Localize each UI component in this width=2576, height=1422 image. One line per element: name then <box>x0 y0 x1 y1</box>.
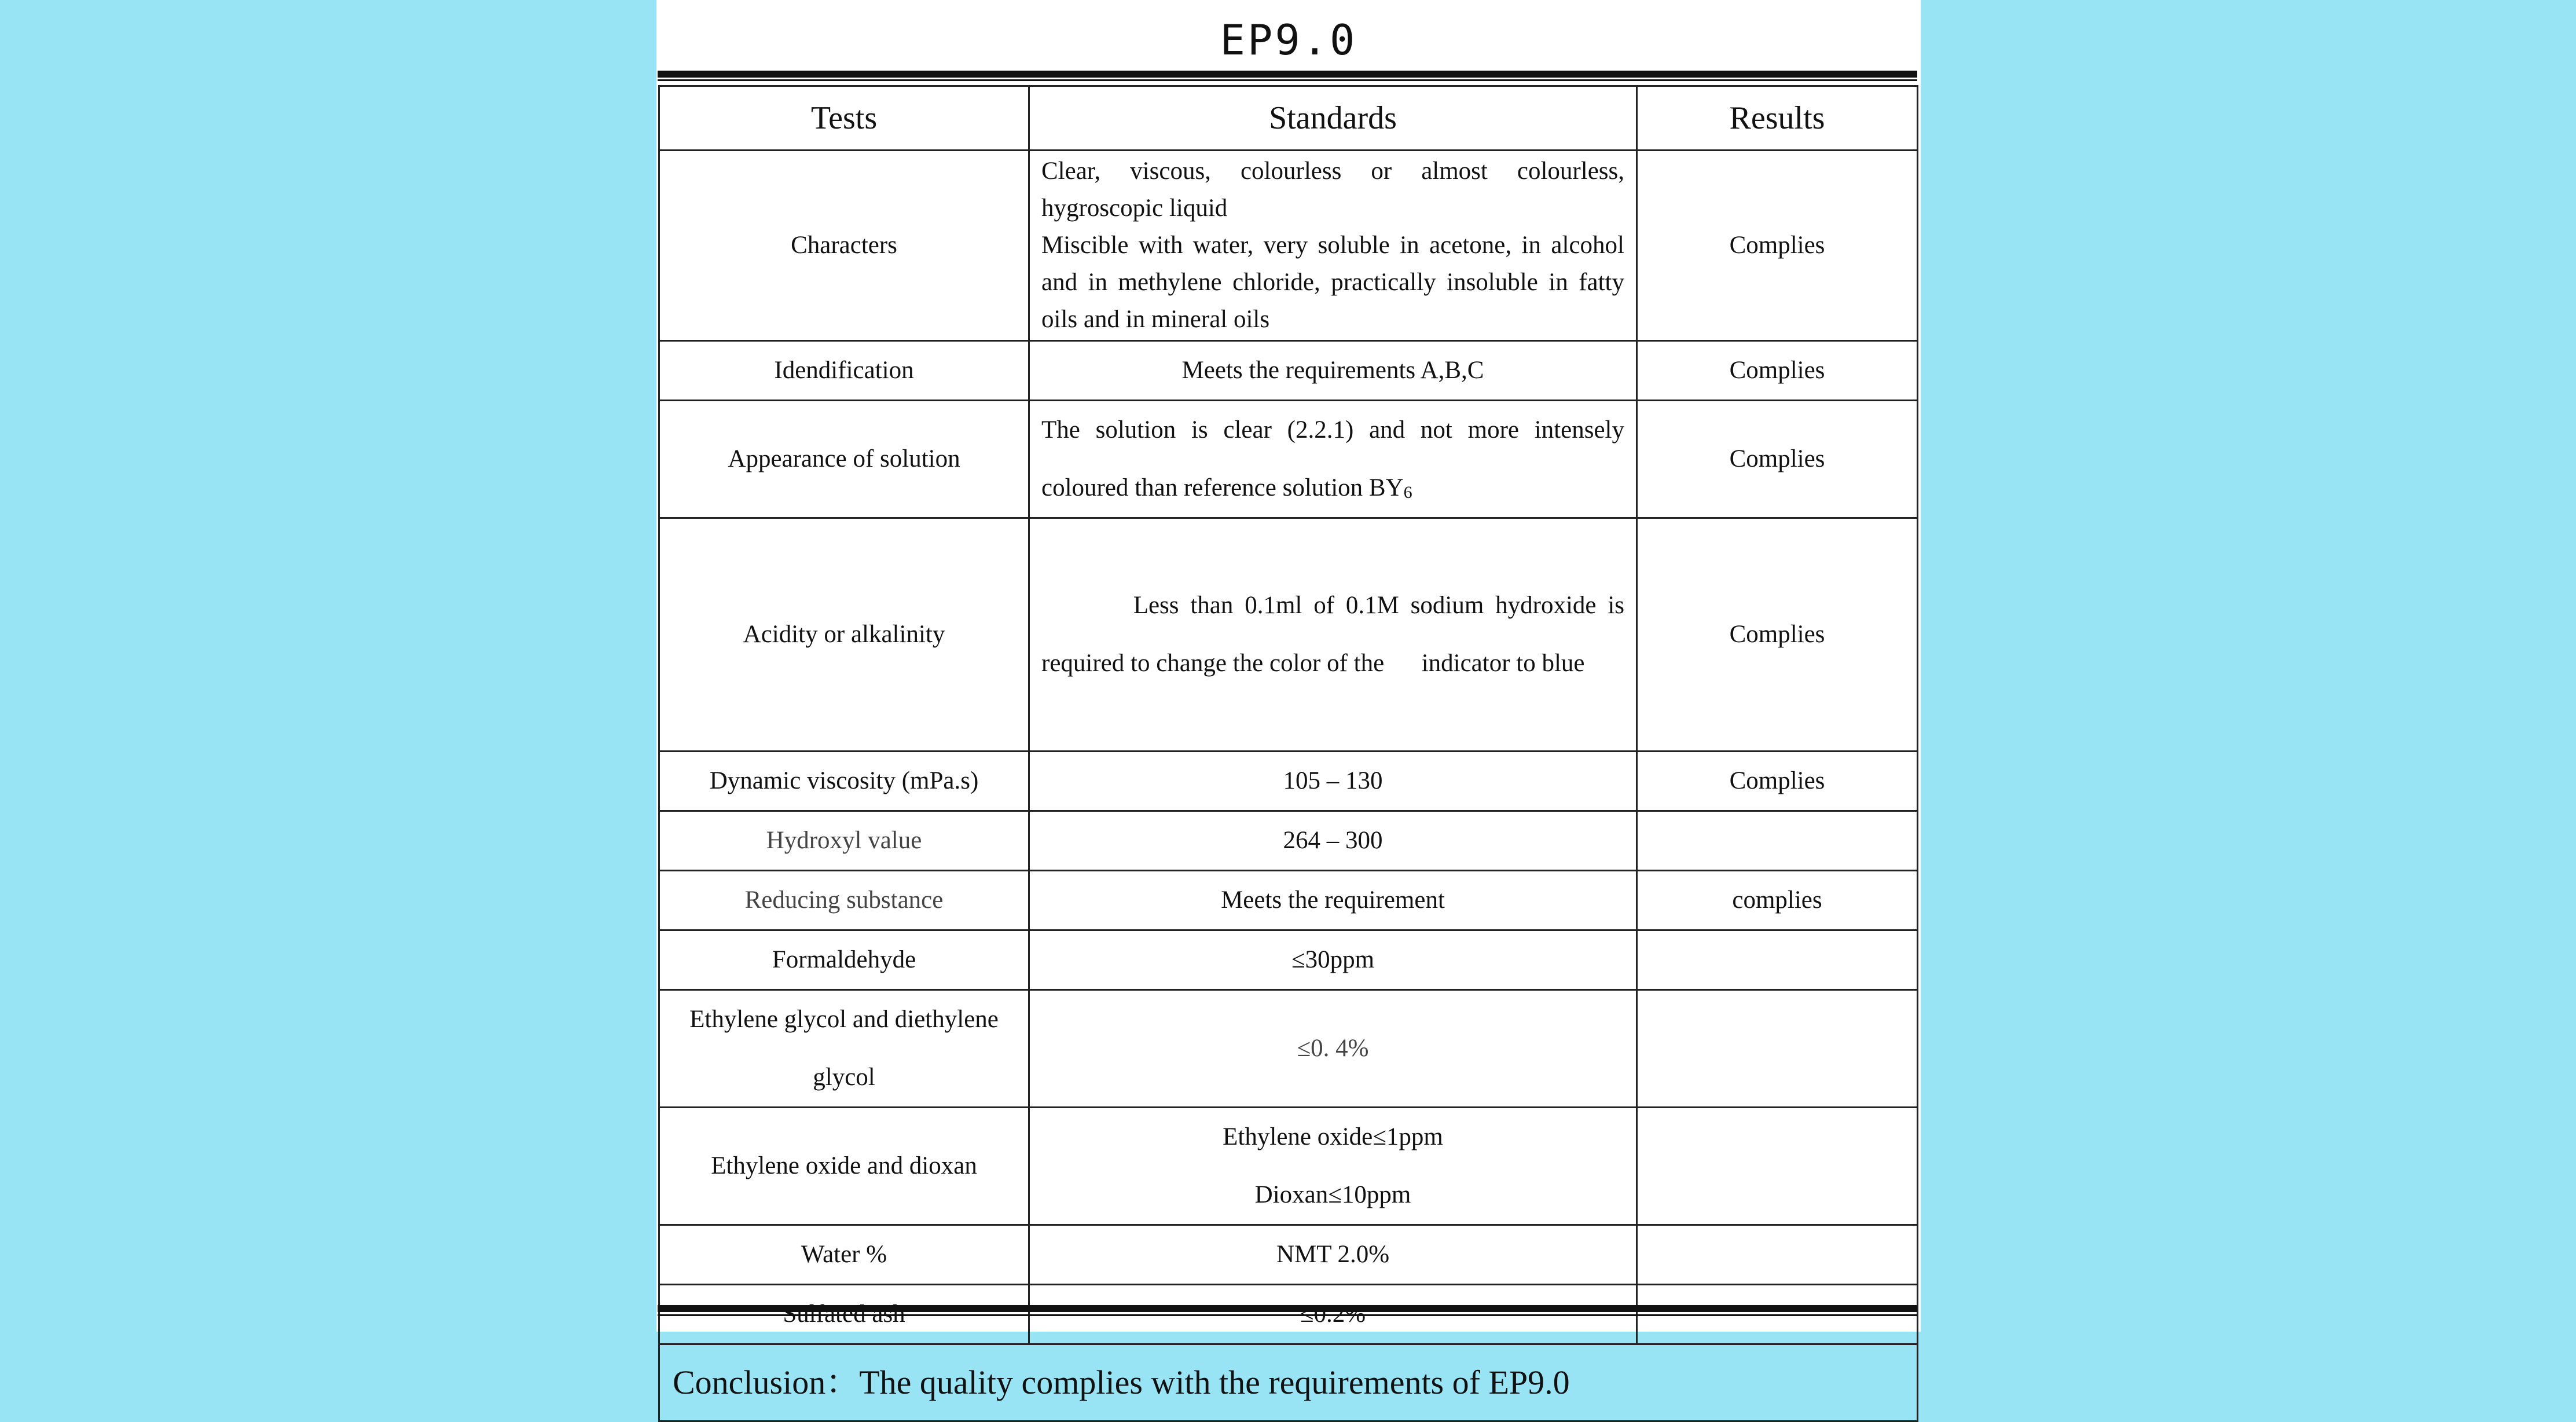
test-name: Idendification <box>659 341 1029 401</box>
standard-value: ≤30ppm <box>1029 930 1637 990</box>
result-value <box>1637 1108 1918 1225</box>
table-row <box>659 341 1918 401</box>
standard-line: Dioxan≤10ppm <box>1254 1181 1411 1208</box>
result-value: Complies <box>1637 341 1918 401</box>
result-value: Complies <box>1637 151 1918 341</box>
standard-subscript: 6 <box>1403 483 1412 502</box>
test-name: Ethylene glycol and diethylene glycol <box>659 990 1029 1108</box>
standard-text: Less than 0.1ml of 0.1M sodium hydroxide is required to change the color of the indicator to blue <box>1041 592 1631 677</box>
bottom-rule-thick <box>658 1305 1917 1312</box>
standard-value <box>1029 518 1637 752</box>
header-results: Results <box>1637 86 1918 151</box>
table-row <box>659 518 1918 752</box>
title-rule-thin <box>658 79 1917 81</box>
test-name: Hydroxyl value <box>659 811 1029 871</box>
test-name: Ethylene oxide and dioxan <box>659 1108 1029 1225</box>
result-value: complies <box>1637 871 1918 930</box>
standard-value <box>1029 401 1637 518</box>
standard-value: 264 – 300 <box>1029 811 1637 871</box>
standard-value <box>1029 151 1637 341</box>
test-name: Formaldehyde <box>659 930 1029 990</box>
standard-value <box>1029 1108 1637 1225</box>
result-value: Complies <box>1637 401 1918 518</box>
table-row <box>659 401 1918 518</box>
result-value: Complies <box>1637 752 1918 811</box>
result-value <box>1637 1225 1918 1285</box>
table-row <box>659 1225 1918 1285</box>
table-row <box>659 752 1918 811</box>
standard-value: NMT 2.0% <box>1029 1225 1637 1285</box>
standard-line: Ethylene oxide≤1ppm <box>1223 1123 1443 1150</box>
result-value <box>1637 990 1918 1108</box>
standard-line: Clear, viscous, colourless or almost colourless, hygroscopic liquid <box>1041 157 1624 222</box>
document-sheet <box>656 0 1921 1401</box>
header-tests: Tests <box>659 86 1029 151</box>
table-header-row <box>659 86 1918 151</box>
document-title: EP9.0 <box>1220 16 1357 64</box>
standard-value: ≤0. 4% <box>1029 990 1637 1108</box>
bottom-rule-thin <box>658 1314 1917 1316</box>
table-row <box>659 871 1918 930</box>
table-row <box>659 930 1918 990</box>
standard-text: The solution is clear (2.2.1) and not more intensely coloured than reference solution BY <box>1041 416 1624 501</box>
test-name: Characters <box>659 151 1029 341</box>
result-value: Complies <box>1637 518 1918 752</box>
conclusion-row <box>659 1344 1918 1421</box>
standard-value: Meets the requirements A,B,C <box>1029 341 1637 401</box>
standard-value: 105 – 130 <box>1029 752 1637 811</box>
header-standards: Standards <box>1029 86 1637 151</box>
standard-value: Meets the requirement <box>1029 871 1637 930</box>
spec-table <box>658 85 1918 1422</box>
table-row <box>659 811 1918 871</box>
table-row <box>659 151 1918 341</box>
result-value <box>1637 811 1918 871</box>
title-rule-thick <box>658 71 1917 78</box>
table-row <box>659 990 1918 1108</box>
test-name: Appearance of solution <box>659 401 1029 518</box>
standard-line: Miscible with water, very soluble in acetone, in alcohol and in methylene chloride, practically insoluble in fatty oils and in mineral oils <box>1041 232 1624 333</box>
table-row <box>659 1108 1918 1225</box>
conclusion-text: Conclusion：The quality complies with the requirements of EP9.0 <box>659 1344 1918 1421</box>
test-name: Water % <box>659 1225 1029 1285</box>
result-value <box>1637 930 1918 990</box>
test-name: Dynamic viscosity (mPa.s) <box>659 752 1029 811</box>
test-name: Acidity or alkalinity <box>659 518 1029 752</box>
test-name: Reducing substance <box>659 871 1029 930</box>
